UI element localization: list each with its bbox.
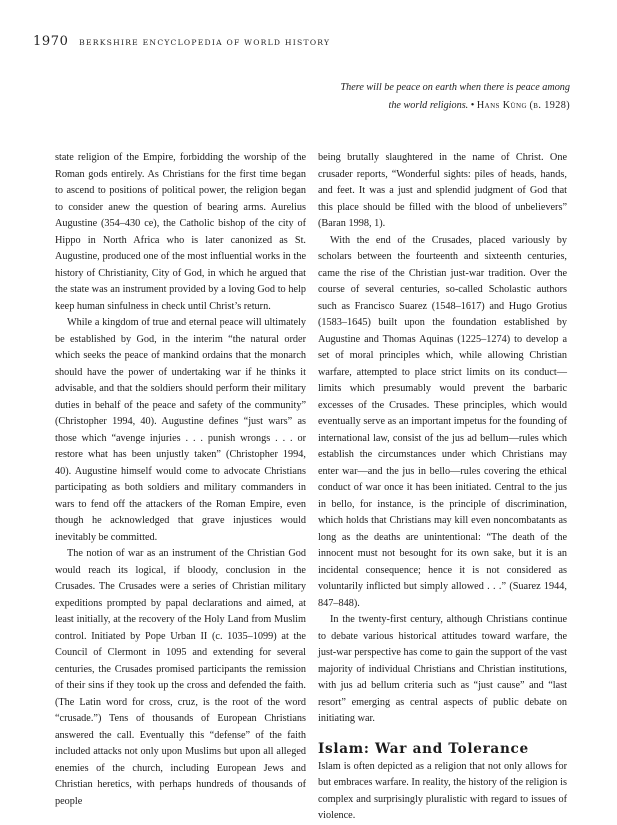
right-paragraph-1: being brutally slaughtered in the name of Christ. One crusader reports, “Wonderful sights: piles of heads, hands, and feet. It was a just and splendid judgment of God that this place should be filled with the blood of unbelievers” (Baran 1998, 1). — [318, 152, 567, 229]
right-column — [318, 150, 567, 825]
left-column — [55, 150, 306, 810]
epigraph-bullet: • — [470, 99, 475, 111]
left-paragraph-1: state religion of the Empire, forbidding the worship of the Roman gods entirely. As Christians for the first time began to ascend to positions of political power, the religion began to consider anew the question of bearing arms. Aurelius Augustine (354–430 ce), the Catholic bishop of the city of Hippo in North Africa who is later canonized as St. Augustine, produced one of the most influential works in the history of Christianity, City of God, in which he argued that the state was an instrument provided by a loving God to help keep human sinfulness in check until Christ’s return. — [55, 152, 306, 312]
book-title: BERKSHIRE ENCYCLOPEDIA OF WORLD HISTORY — [79, 38, 331, 47]
left-paragraph-3: The notion of war as an instrument of the Christian God would reach its logical, if bloody, conclusion in the Crusades. The Crusades were a series of Christian military expeditions prompted by papal declarations and aimed, at least initially, at the recovery of the Holy Land from Muslim control. Initiated by Pope Urban II (c. 1035–1099) at the Council of Clermont in 1095 and extending for several centuries, the Crusades promised participants the remission of their sins if they took up the cross and defended the faith. (The Latin word for cross, cruz, is the root of the word “crusade.”) Tens of thousands of European Christians answered the call. Eventually this “defense” of the faith included attacks not only upon Muslims but upon all alleged enemies of the church, including European Jews and Christian heretics, with perhaps hundreds of thousands of people — [55, 548, 306, 807]
right-paragraph-4: Islam is often depicted as a religion that not only allows for but embraces warfare. In reality, the history of the religion is complex and surprisingly pluralistic with regard to issues of violence. — [318, 760, 567, 821]
epigraph-line-1: There will be peace on earth when there is peace among — [340, 82, 570, 93]
epigraph — [250, 79, 570, 114]
right-paragraph-3: In the twenty-first century, although Christians continue to debate various historical attitudes toward warfare, the just-war perspective has come to gain the support of the vast majority of individual Christians and Christian institutions, with jus ad bellum criteria such as “just cause” and “last resort” emerging as central aspects of public debate on initiating war. — [318, 614, 567, 724]
epigraph-author: Hans Küng — [476, 99, 527, 111]
epigraph-line-2 — [250, 97, 570, 115]
running-head — [33, 34, 330, 49]
right-paragraph-2: With the end of the Crusades, placed variously by scholars between the fourteenth and sixteenth centuries, came the rise of the Christian just-war tradition. Over the course of several centuries, so-called Scholastic authors such as Francisco Suarez (1548–1617) and Hugo Grotius (1583–1645) built upon the foundation established by Augustine and Thomas Aquinas (1225–1274) to develop a set of moral principles which, while allowing Christian warfare, attempted to place strict limits on its conduct—limits which presumably would prevent the barbaric excesses of the Crusades. These principles, which would eventually serve as an important impetus for the founding of international law, consist of the jus ad bellum—rules which establish the circumstances under which Christians may enter war—and the jus in bello—rules covering the ethical conduct of war once it has been initiated. Central to the jus in bello, for instance, is the principle of discrimination, which holds that Christians may kill even noncombatants as long as the deaths are unintentional: “The death of the innocent must not besought for its own sake, but it is an incidental consequence; hence it is not considered as voluntarily inflicted but simply allowed . . .” (Suarez 1944, 847–848). — [318, 234, 567, 609]
epigraph-author-dates: (b. 1928) — [529, 99, 570, 111]
page-number: 1970 — [33, 34, 69, 49]
epigraph-line-2-text: the world religions. — [388, 99, 469, 111]
left-paragraph-2: While a kingdom of true and eternal peace will ultimately be established by God, in the interim “the natural order which seeks the peace of mankind ordains that the monarch should have the power of undertaking war if he thinks it advisable, and that the soldiers should perform their military duties in behalf of the peace and safety of the community” (Christopher 1994, 40). Augustine defines “just wars” as those which “avenge injuries . . . punish wrongs . . . or restore what has been unjustly taken” (Christopher 1994, 40). Augustine himself would come to advocate Christians participating as both soldiers and military commanders in wars to fend off the attackers of the Roman Empire, even though he acknowledged that grave injustices would inevitably be committed. — [55, 317, 306, 543]
section-heading: Islam: War and Tolerance — [318, 740, 529, 757]
